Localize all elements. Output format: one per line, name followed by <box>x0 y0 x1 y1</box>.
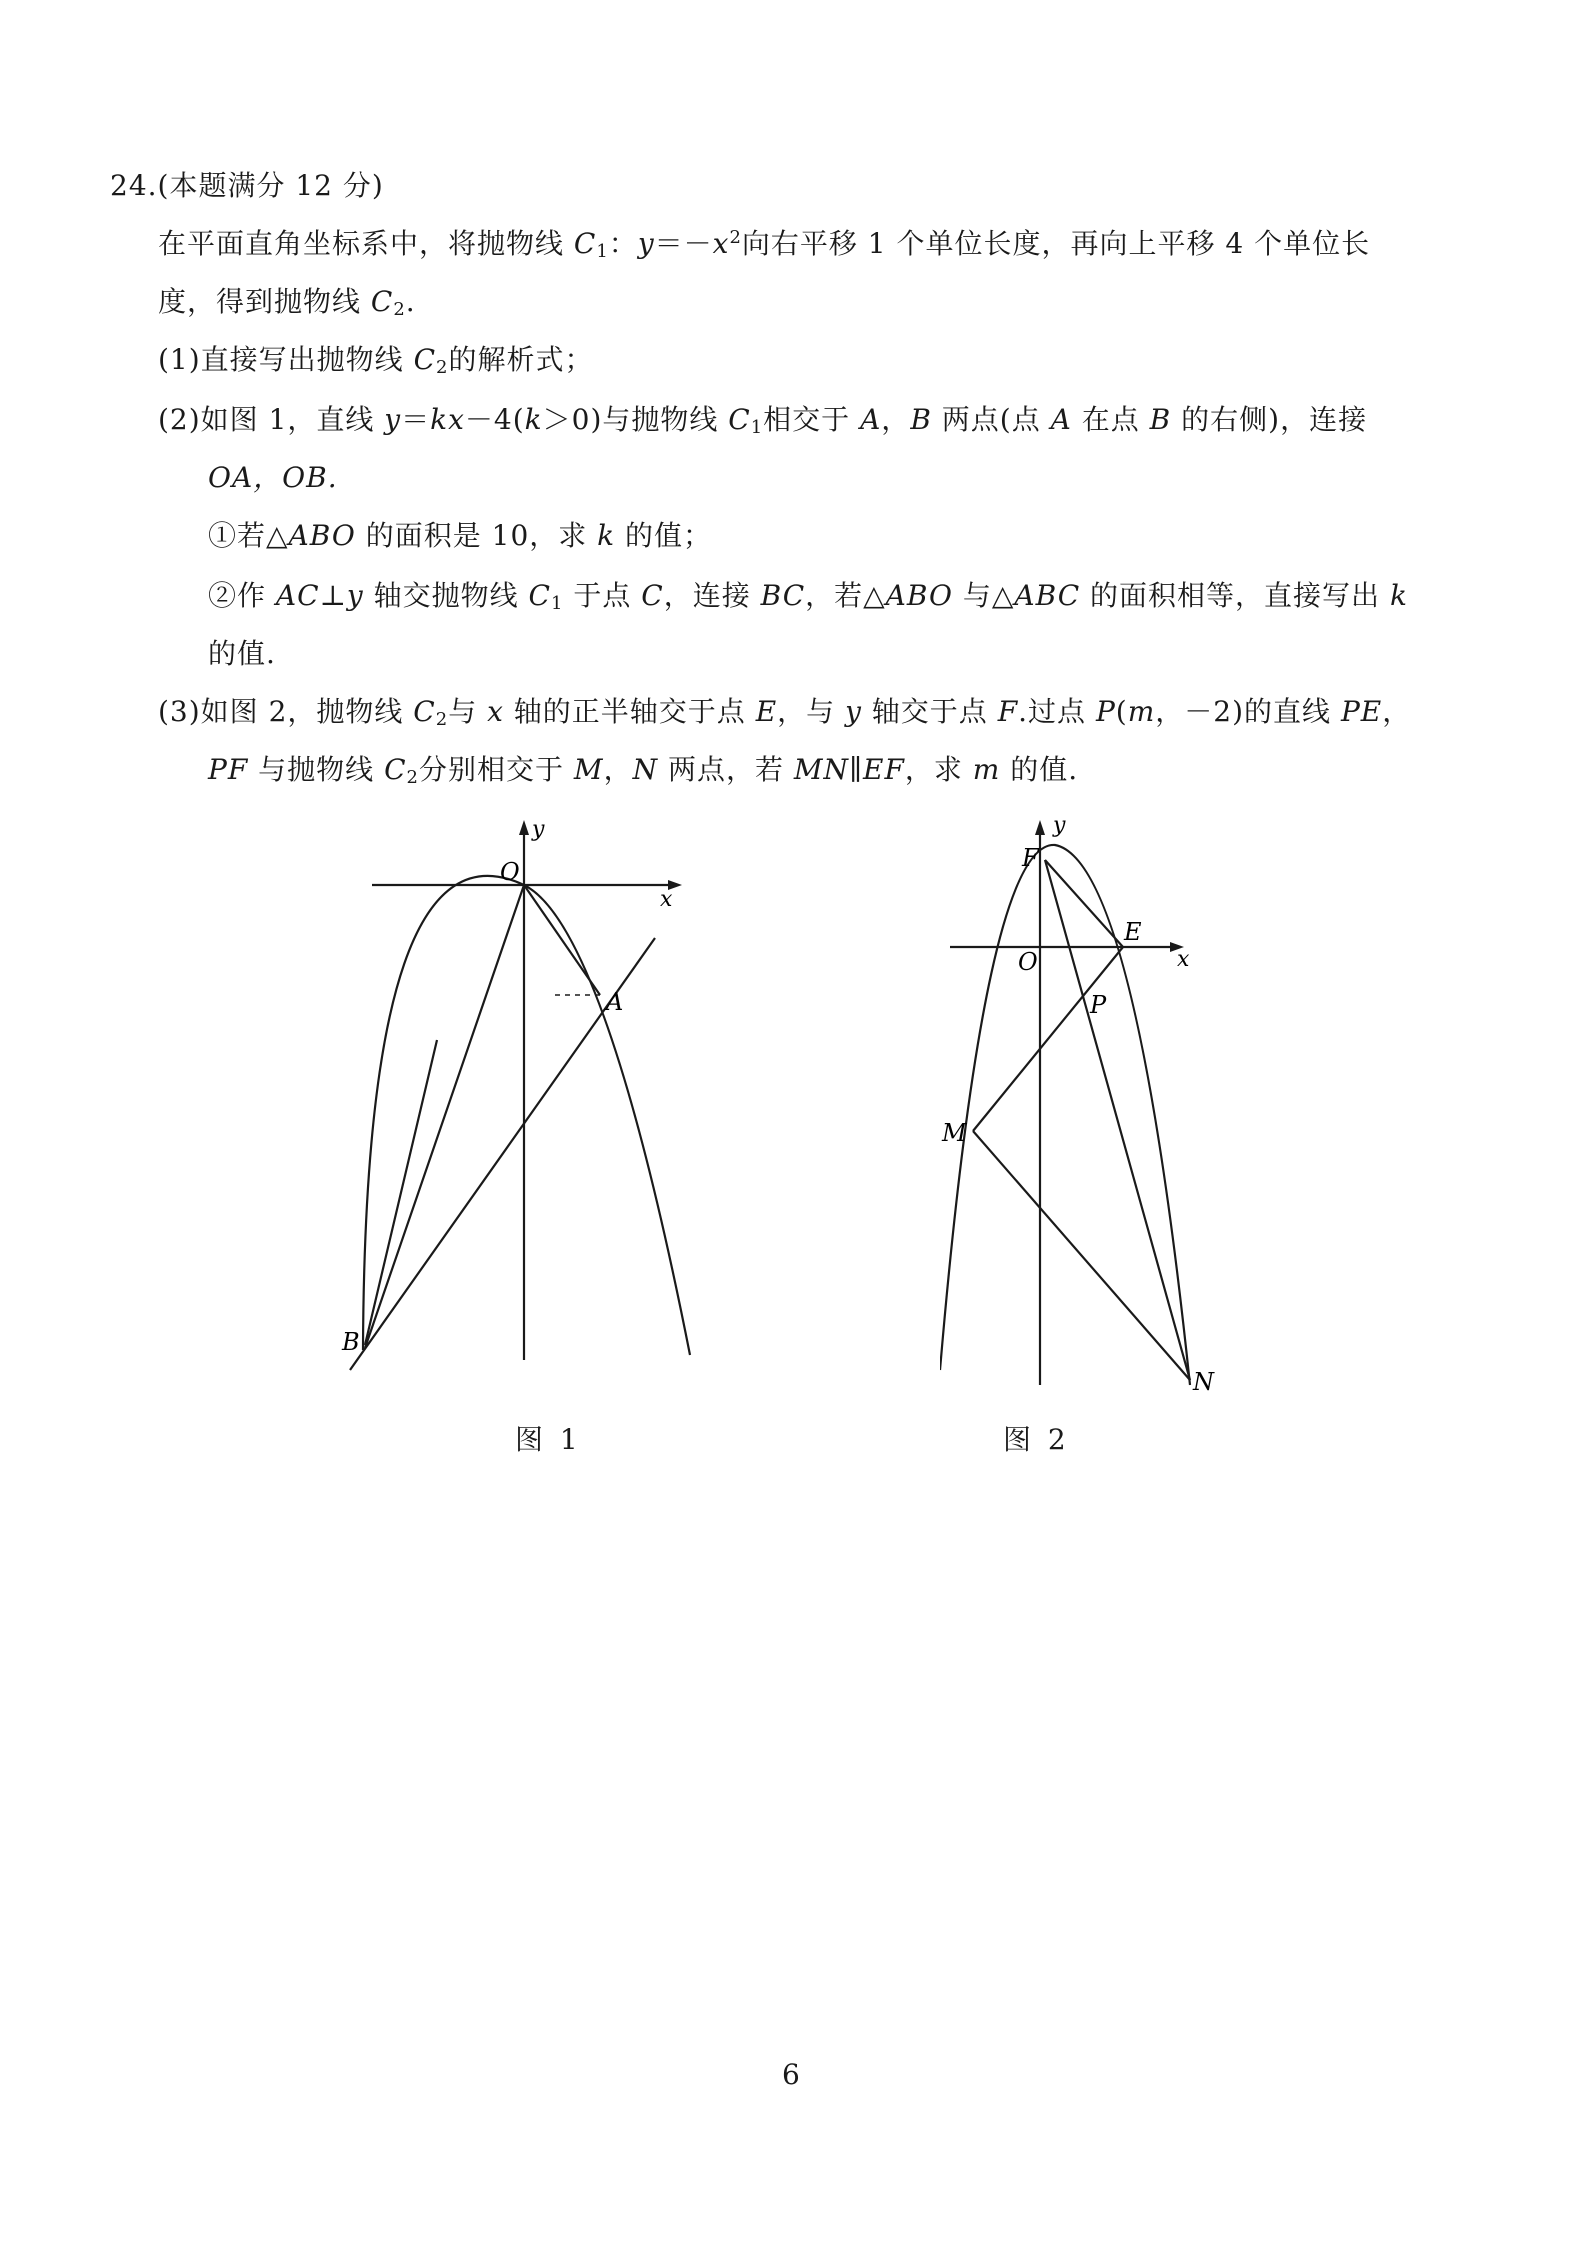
math: k <box>597 519 616 552</box>
math: x <box>712 227 730 260</box>
math: x <box>487 695 504 728</box>
label-a: A <box>606 988 624 1016</box>
intro-line-1 <box>158 224 1370 264</box>
text: 的右侧)，连接 <box>1171 403 1368 436</box>
math: PE <box>1340 695 1383 728</box>
text: ，若△ <box>805 579 886 612</box>
math: A <box>1050 403 1072 436</box>
math: y <box>384 403 402 436</box>
text: 度，得到抛物线 <box>158 285 371 318</box>
math: A <box>860 403 882 436</box>
text: ，与 <box>777 695 846 728</box>
question-number: 24. <box>110 169 158 202</box>
text: ＝ <box>401 403 431 436</box>
question-score: (本题满分 12 分) <box>157 169 384 202</box>
math: B <box>910 403 932 436</box>
math: m <box>1127 695 1156 728</box>
text: 的值. <box>1000 753 1079 786</box>
math-sub: 2 <box>436 357 449 378</box>
text: ∥ <box>849 753 863 786</box>
text: 与 <box>448 695 488 728</box>
math: OA，OB. <box>208 461 338 494</box>
subpart-2-line-1 <box>208 576 1408 616</box>
part-2-line-2 <box>208 458 338 498</box>
text: 轴的正半轴交于点 <box>503 695 756 728</box>
math: N <box>632 753 659 786</box>
text: 与△ <box>952 579 1015 612</box>
math-sup: 2 <box>729 227 742 248</box>
math: k <box>1389 579 1408 612</box>
part-label: (3) <box>158 695 201 728</box>
math: AC <box>275 579 320 612</box>
figure-2-diagram <box>940 800 1240 1400</box>
text: ，连接 <box>663 579 761 612</box>
text: 如图 1，直线 <box>200 403 385 436</box>
math: C <box>384 753 407 786</box>
math: C <box>641 579 664 612</box>
math: M <box>573 753 604 786</box>
text: 与抛物线 <box>248 753 385 786</box>
segment-fn <box>1045 860 1190 1380</box>
math: C <box>413 343 437 376</box>
math: C <box>573 227 597 260</box>
label-y: y <box>1053 813 1066 838</box>
segment-ob <box>365 885 524 1348</box>
figure-1 <box>340 800 700 1404</box>
figure-1-diagram <box>340 800 700 1400</box>
math: C <box>370 285 394 318</box>
math: k <box>430 403 449 436</box>
math: y <box>346 579 364 612</box>
text: 如图 2，抛物线 <box>200 695 414 728</box>
math: ABC <box>1014 579 1081 612</box>
math: ABO <box>885 579 953 612</box>
label-m: M <box>942 1119 967 1147</box>
label-y: y <box>532 817 545 842</box>
label-f: F <box>1022 844 1039 872</box>
figure-2-caption: 图 2 <box>1003 1423 1070 1456</box>
text: ＞0)与抛物线 <box>542 403 729 436</box>
text: 的解析式； <box>448 343 594 376</box>
segment-oa <box>524 885 600 995</box>
math: P <box>1095 695 1116 728</box>
parabola-c2 <box>940 845 1190 1385</box>
text: ①若△ <box>208 519 289 552</box>
math: y <box>845 695 862 728</box>
text: ： <box>608 227 638 260</box>
math: y <box>637 227 655 260</box>
question-header <box>110 166 384 206</box>
text: 于点 <box>563 579 642 612</box>
text: 相交于 <box>763 403 861 436</box>
text: 轴交于点 <box>861 695 998 728</box>
math: C <box>413 695 436 728</box>
math: m <box>972 753 1001 786</box>
math-sub: 1 <box>550 593 564 614</box>
label-e: E <box>1124 918 1142 946</box>
text: 的面积是 10，求 <box>355 519 598 552</box>
text: 直接写出抛物线 <box>200 343 414 376</box>
text: ，求 <box>904 753 973 786</box>
figure-2 <box>940 800 1240 1404</box>
math: F <box>997 695 1019 728</box>
text: 两点，若 <box>658 753 794 786</box>
label-n: N <box>1193 1368 1214 1396</box>
text: . <box>405 285 416 318</box>
text: ， <box>1382 695 1412 728</box>
part-label: (1) <box>158 343 201 376</box>
math: PF <box>208 753 249 786</box>
part-label: (2) <box>158 403 201 436</box>
text: －4( <box>464 403 525 436</box>
text: ， <box>881 403 911 436</box>
label-p: P <box>1090 991 1107 1019</box>
text: ，－2)的直线 <box>1155 695 1341 728</box>
text: 两点(点 <box>931 403 1051 436</box>
text: ⊥ <box>319 579 347 612</box>
segment-pe <box>973 947 1123 1131</box>
math-sub: 2 <box>435 709 449 730</box>
part-3-line-2 <box>208 750 1078 790</box>
text: ， <box>603 753 633 786</box>
text: 的面积相等，直接写出 <box>1080 579 1390 612</box>
text: .过点 <box>1018 695 1096 728</box>
math: BC <box>760 579 806 612</box>
math: ABO <box>288 519 356 552</box>
math: C <box>528 579 551 612</box>
part-1 <box>158 340 593 380</box>
label-o: O <box>500 858 520 886</box>
math-sub: 1 <box>750 417 764 438</box>
text: 分别相交于 <box>418 753 574 786</box>
subpart-1 <box>208 516 712 556</box>
part-3-line-1 <box>158 692 1411 732</box>
math-sub: 2 <box>393 299 406 320</box>
intro-line-2 <box>158 282 416 322</box>
subpart-2-line-2 <box>208 634 276 674</box>
part-2-line-1 <box>158 400 1367 440</box>
math: MN <box>793 753 850 786</box>
math: k <box>524 403 543 436</box>
text: ②作 <box>208 579 276 612</box>
figure-1-caption: 图 1 <box>515 1423 582 1456</box>
label-o: O <box>1018 948 1038 976</box>
math: x <box>448 403 465 436</box>
segment-mn <box>973 1131 1190 1380</box>
text: ＝－ <box>654 227 713 260</box>
text: ( <box>1115 695 1128 728</box>
text: 在点 <box>1071 403 1150 436</box>
math: C <box>728 403 751 436</box>
text: 的值. <box>208 637 276 670</box>
page-number: 6 <box>782 2058 800 2091</box>
label-x: x <box>1177 947 1190 972</box>
math: E <box>755 695 778 728</box>
math-sub: 2 <box>406 767 419 788</box>
math: EF <box>863 753 905 786</box>
text: 轴交抛物线 <box>363 579 529 612</box>
label-b: B <box>342 1328 360 1356</box>
math-sub: 1 <box>596 241 609 262</box>
text: 在平面直角坐标系中，将抛物线 <box>158 227 574 260</box>
y-axis-arrow <box>519 820 529 835</box>
label-x: x <box>660 887 673 912</box>
y-axis-arrow <box>1035 820 1045 835</box>
text: 向右平移 1 个单位长度，再向上平移 4 个单位长 <box>741 227 1371 260</box>
math: B <box>1149 403 1172 436</box>
text: 的值； <box>615 519 713 552</box>
